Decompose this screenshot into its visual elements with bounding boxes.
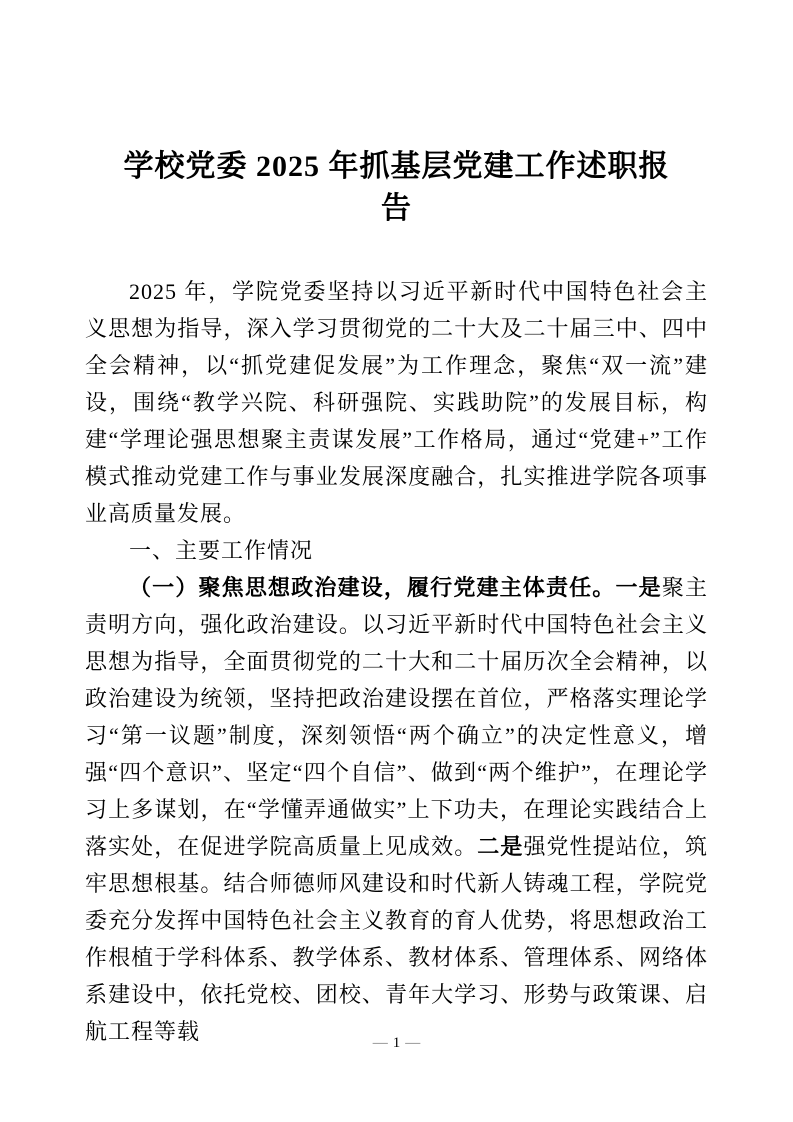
footer-dash-left: —: [372, 1035, 388, 1051]
intro-paragraph: 2025 年，学院党委坚持以习近平新时代中国特色社会主义思想为指导，深入学习贯彻党的二十大及二十届三中、四中全会精神，以“抓党建促发展”为工作理念，聚焦“双一流”建设，围绕“教学兴院、科研强院、实践助院”的发展目标，构建“学理论强思想聚主责谋发展”工作格局，通过“党建+”工作模式推动党建工作与事业发展深度融合，扎实推进学院各项事业高质量发展。: [85, 279, 708, 526]
page-footer: [0, 1033, 793, 1053]
text-run-1: 聚主责明方向，强化政治建设。以习近平新时代中国特色社会主义思想为指导，全面贯彻党的二十大和二十届历次全会精神，以政治建设为统领，坚持把政治建设摆在首位，严格落实理论学习“第一议题”制度，深刻领悟“两个确立”的决定性意义，增强“四个意识”、坚定“四个自信”、做到“两个维护”，在理论学习上多谋划，在“学懂弄通做实”上下功夫，在理论实践结合上落实处，在促进学院高质量上见成效。: [85, 575, 709, 859]
page-title-line-1: 学校党委 2025 年抓基层党建工作述职报: [123, 150, 670, 183]
section-paragraph: [85, 569, 708, 1050]
footer-dash-right: —: [405, 1035, 421, 1051]
page-title-line-2: 告: [381, 192, 412, 225]
bold-lead-run-2: 二是: [477, 834, 524, 859]
section-heading: 一、主要工作情况: [129, 538, 314, 563]
page-title: [85, 146, 708, 230]
page-number: 1: [392, 1035, 401, 1051]
bold-lead-run-1: （一）聚焦思想政治建设，履行党建主体责任。一是: [129, 575, 662, 600]
text-run-2: 强党性提站位，筑牢思想根基。结合师德师风建设和时代新人铸魂工程，学院党委充分发挥中国特色社会主义教育的育人优势，将思想政治工作根植于学科体系、教学体系、教材体系、管理体系、网络体系建设中，依托党校、团校、青年大学习、形势与政策课、启航工程等载: [85, 834, 708, 1044]
